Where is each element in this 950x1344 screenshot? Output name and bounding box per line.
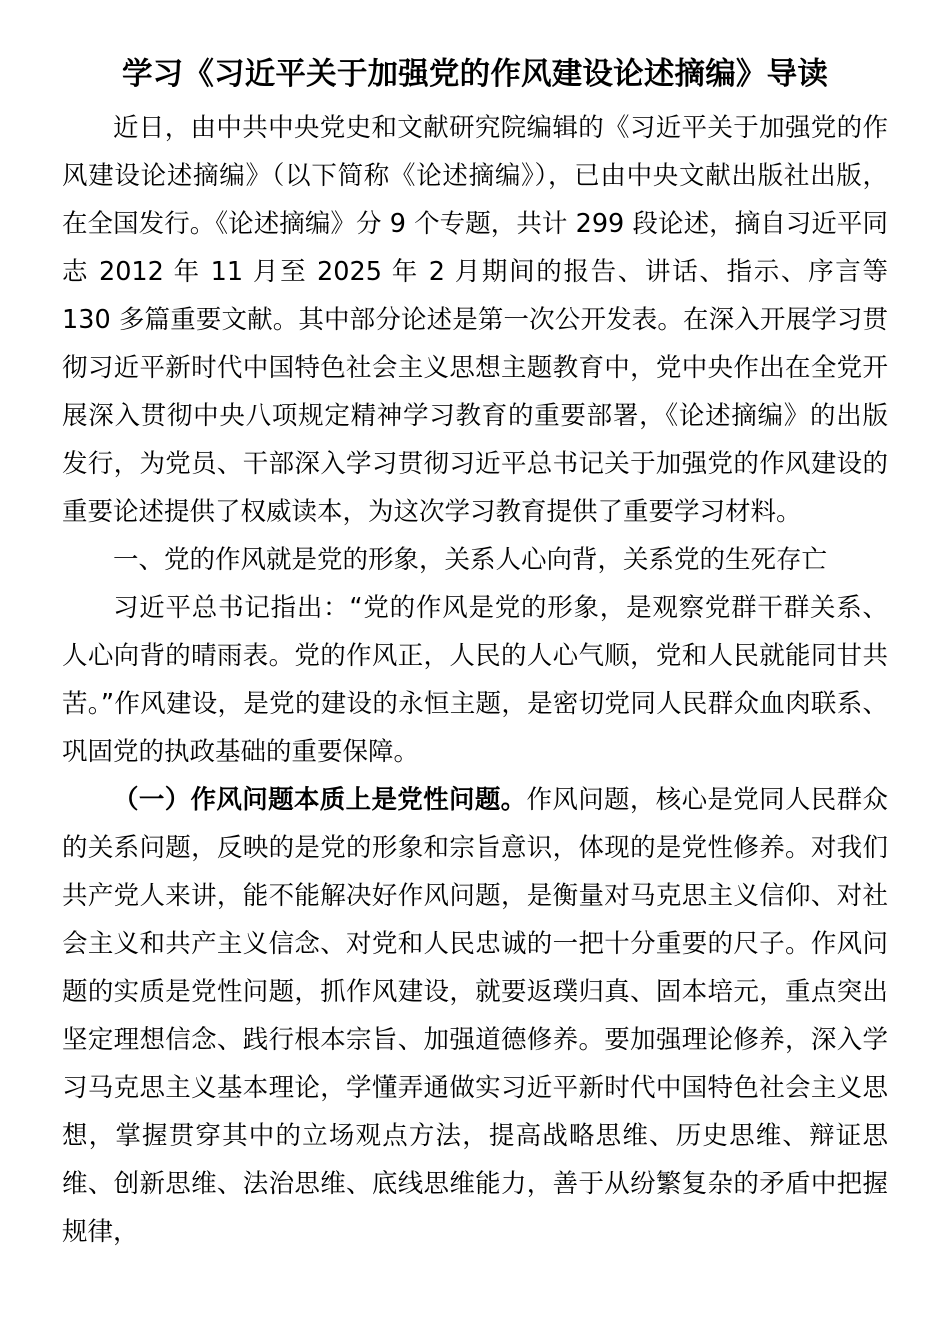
paragraph-intro: 近日，由中共中央党史和文献研究院编辑的《习近平关于加强党的作风建设论述摘编》（以下简称《论述摘编》），已由中央文献出版社出版，在全国发行。《论述摘编》分 9 个专题，共计 299 段论述，摘自习近平同志 2012 年 11 月至 2025 年 2 月期间的报告、讲话、指示、序言等 130 多篇重要文献。其中部分论述是第一次公开发表。在深入开展学习贯彻习近平新时代中国特色社会主义思想主题教育中，党中央作出在全党开展深入贯彻中央八项规定精神学习教育的重要部署，《论述摘编》的出版发行，为党员、干部深入学习贯彻习近平总书记关于加强党的作风建设的重要论述提供了权威读本，为这次学习教育提供了重要学习材料。 [62, 113, 888, 528]
paragraph-sub-one-one [62, 776, 888, 1256]
paragraph-section-one-body: 习近平总书记指出：“党的作风是党的形象，是观察党群干群关系、人心向背的晴雨表。党的作风正，人民的人心气顺，党和人民就能同甘共苦。”作风建设，是党的建设的永恒主题，是密切党同人民群众血肉联系、巩固党的执政基础的重要保障。 [62, 593, 888, 768]
sub-heading-one-one: （一）作风问题本质上是党性问题。 [113, 785, 527, 816]
sub-one-one-text: 作风问题，核心是党同人民群众的关系问题，反映的是党的形象和宗旨意识，体现的是党性修养。对我们共产党人来讲，能不能解决好作风问题，是衡量对马克思主义信仰、对社会主义和共产主义信念、对党和人民忠诚的一把十分重要的尺子。作风问题的实质是党性问题，抓作风建设，就要返璞归真、固本培元，重点突出坚定理想信念、践行根本宗旨、加强道德修养。要加强理论修养，深入学习马克思主义基本理论，学懂弄通做实习近平新时代中国特色社会主义思想，掌握贯穿其中的立场观点方法，提高战略思维、历史思维、辩证思维、创新思维、法治思维、底线思维能力，善于从纷繁复杂的矛盾中把握规律， [62, 785, 888, 1248]
section-heading-one: 一、党的作风就是党的形象，关系人心向背，关系党的生死存亡 [113, 545, 828, 576]
page-title: 学习《习近平关于加强党的作风建设论述摘编》导读 [121, 57, 829, 92]
